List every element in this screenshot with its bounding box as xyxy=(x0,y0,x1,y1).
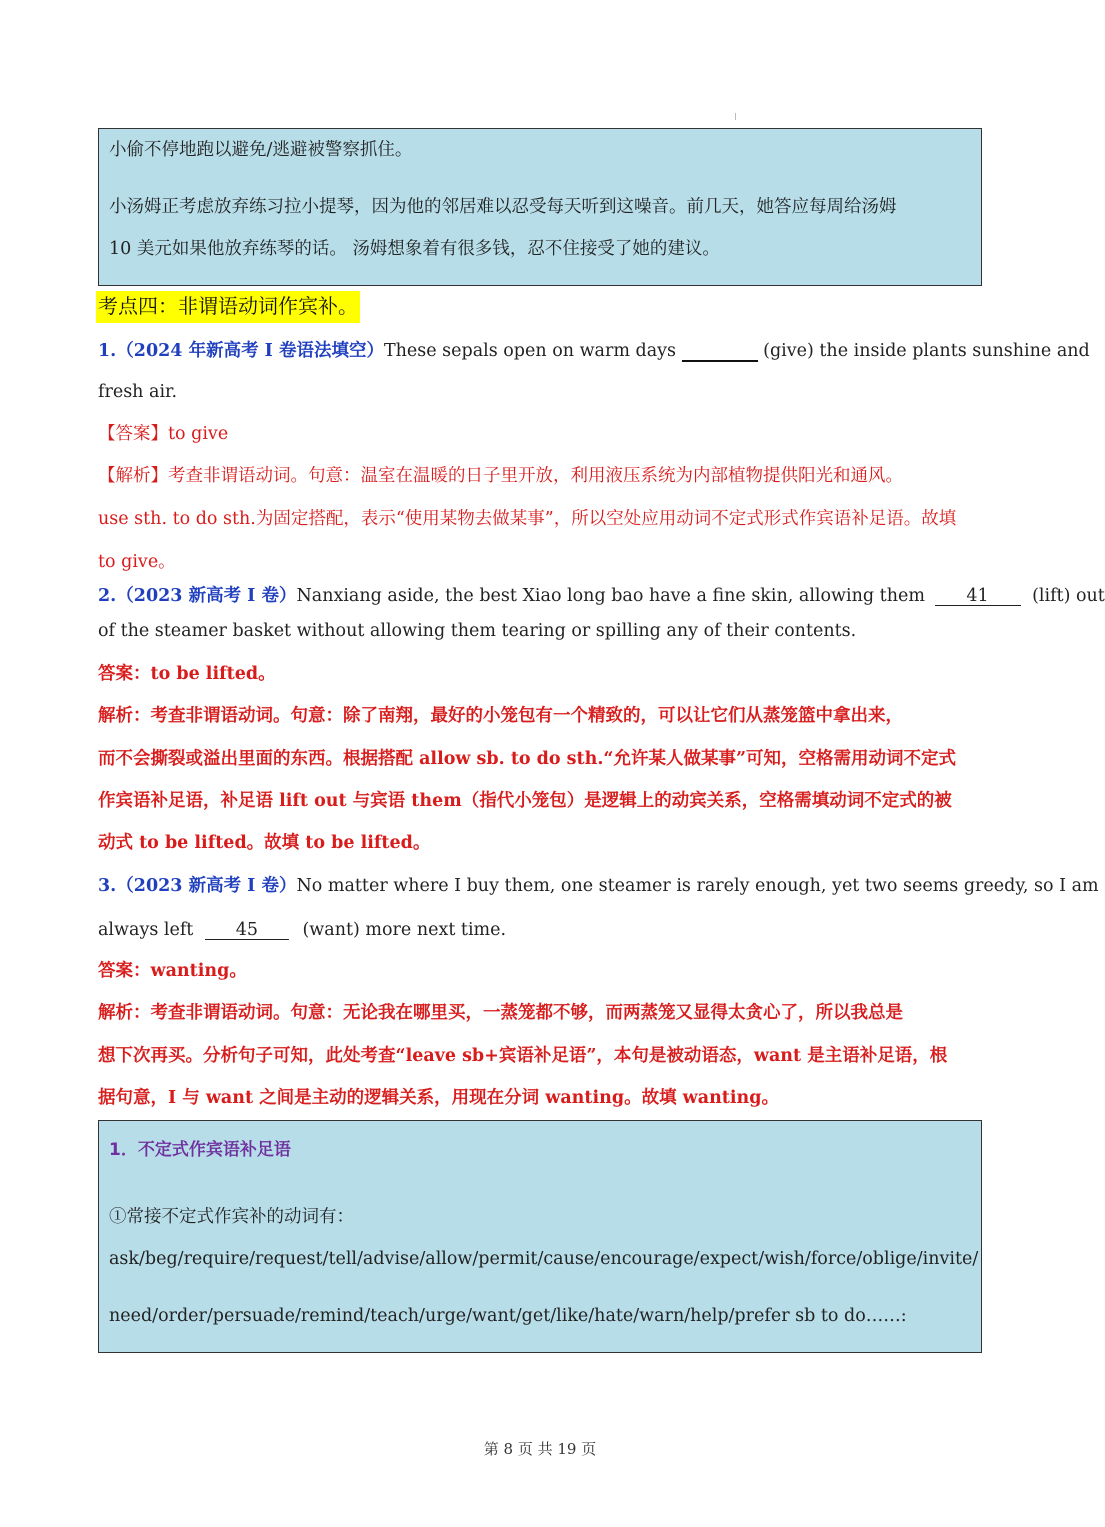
q3-text-after: (want) more next time. xyxy=(296,920,507,940)
q3-stem-line-1 xyxy=(98,878,1099,896)
q3-analysis-line-2: 想下次再买。分析句子可知，此处考查“leave sb+宾语补足语”，本句是被动语态，want 是主语补足语，根 xyxy=(98,1046,948,1066)
q1-stem-line-1 xyxy=(98,342,1090,362)
q2-text-before: Nanxiang aside, the best Xiao long bao have a fine skin, allowing them xyxy=(296,586,931,606)
page-tick-mark xyxy=(735,113,736,120)
translation-summary-box xyxy=(98,128,982,286)
q1-text-after: (give) the inside plants sunshine and xyxy=(757,341,1090,361)
q2-analysis-line-4: 动式 to be lifted。故填 to be lifted。 xyxy=(98,833,431,853)
q1-answer-value: to give xyxy=(168,424,229,444)
q3-source: 3.（2023 新高考 I 卷） xyxy=(98,876,297,896)
q1-analysis-label: 【解析】 xyxy=(98,466,168,486)
summary-line-2: 小汤姆正考虑放弃练习拉小提琴，因为他的邻居难以忍受每天听到这噪音。前几天，她答应每周给汤姆 xyxy=(109,197,897,217)
q2-blank-number: 41 xyxy=(935,587,1021,606)
q1-answer-label: 【答案】 xyxy=(98,424,168,444)
q2-answer: 答案：to be lifted。 xyxy=(98,664,276,684)
grammar-rule-box xyxy=(98,1120,982,1353)
q2-analysis-line-3: 作宾语补足语，补足语 lift out 与宾语 them（指代小笼包）是逻辑上的动宾关系，空格需填动词不定式的被 xyxy=(98,791,952,811)
q1-analysis-text-1: 考查非谓语动词。句意：温室在温暖的日子里开放，利用液压系统为内部植物提供阳光和通风。 xyxy=(168,466,903,486)
rule-box-verbs-line-2: need/order/persuade/remind/teach/urge/want/get/like/hate/warn/help/prefer sb to do……: xyxy=(109,1306,907,1326)
q2-stem-line-2: of the steamer basket without allowing them tearing or spilling any of their contents. xyxy=(98,621,857,641)
q1-analysis-line-3: to give。 xyxy=(98,552,176,572)
q3-text-before: always left xyxy=(98,920,199,940)
q1-text-before: These sepals open on warm days xyxy=(383,341,682,361)
q2-text-after: (lift) out xyxy=(1026,586,1105,606)
q1-source: 1.（2024 年新高考 I 卷语法填空） xyxy=(98,341,384,361)
rule-box-title: 1．不定式作宾语补足语 xyxy=(109,1140,291,1160)
q3-text: No matter where I buy them, one steamer is rarely enough, yet two seems greedy, so I am xyxy=(296,876,1099,896)
q3-answer: 答案：wanting。 xyxy=(98,961,247,981)
q1-analysis-line-1 xyxy=(98,468,903,486)
page-number-footer: 第 8 页 共 19 页 xyxy=(483,1440,597,1458)
section-heading-highlight: 考点四：非谓语动词作宾补。 xyxy=(96,291,360,323)
q2-analysis-line-2: 而不会撕裂或溢出里面的东西。根据搭配 allow sb. to do sth.“允许某人做某事”可知，空格需用动词不定式 xyxy=(98,749,957,769)
q1-analysis-line-2: use sth. to do sth.为固定搭配，表示“使用某物去做某事”，所以空处应用动词不定式形式作宾语补足语。故填 xyxy=(98,509,957,529)
summary-line-3: 10 美元如果他放弃练琴的话。 汤姆想象着有很多钱，忍不住接受了她的建议。 xyxy=(109,239,720,259)
q1-stem-line-2: fresh air. xyxy=(98,382,178,402)
q1-answer-blank xyxy=(682,342,758,362)
section-heading xyxy=(96,296,360,318)
q1-answer xyxy=(98,426,228,444)
summary-line-1: 小偷不停地跑以避免/逃避被警察抓住。 xyxy=(109,140,413,160)
q2-source: 2.（2023 新高考 I 卷） xyxy=(98,586,297,606)
rule-box-verbs-line-1: ask/beg/require/request/tell/advise/allow/permit/cause/encourage/expect/wish/force/oblige/invite/ xyxy=(109,1249,979,1269)
q2-analysis-line-1: 解析：考查非谓语动词。句意：除了南翔，最好的小笼包有一个精致的，可以让它们从蒸笼篮中拿出来， xyxy=(98,706,903,726)
q3-stem-line-2 xyxy=(98,921,506,940)
q3-analysis-line-1: 解析：考查非谓语动词。句意：无论我在哪里买，一蒸笼都不够，而两蒸笼又显得太贪心了，所以我总是 xyxy=(98,1003,903,1023)
rule-box-subtitle: ①常接不定式作宾补的动词有： xyxy=(109,1207,354,1227)
q3-analysis-line-3: 据句意，I 与 want 之间是主动的逻辑关系，用现在分词 wanting。故填 wanting。 xyxy=(98,1088,779,1108)
q2-stem-line-1 xyxy=(98,587,1105,606)
q3-blank-number: 45 xyxy=(205,921,289,940)
